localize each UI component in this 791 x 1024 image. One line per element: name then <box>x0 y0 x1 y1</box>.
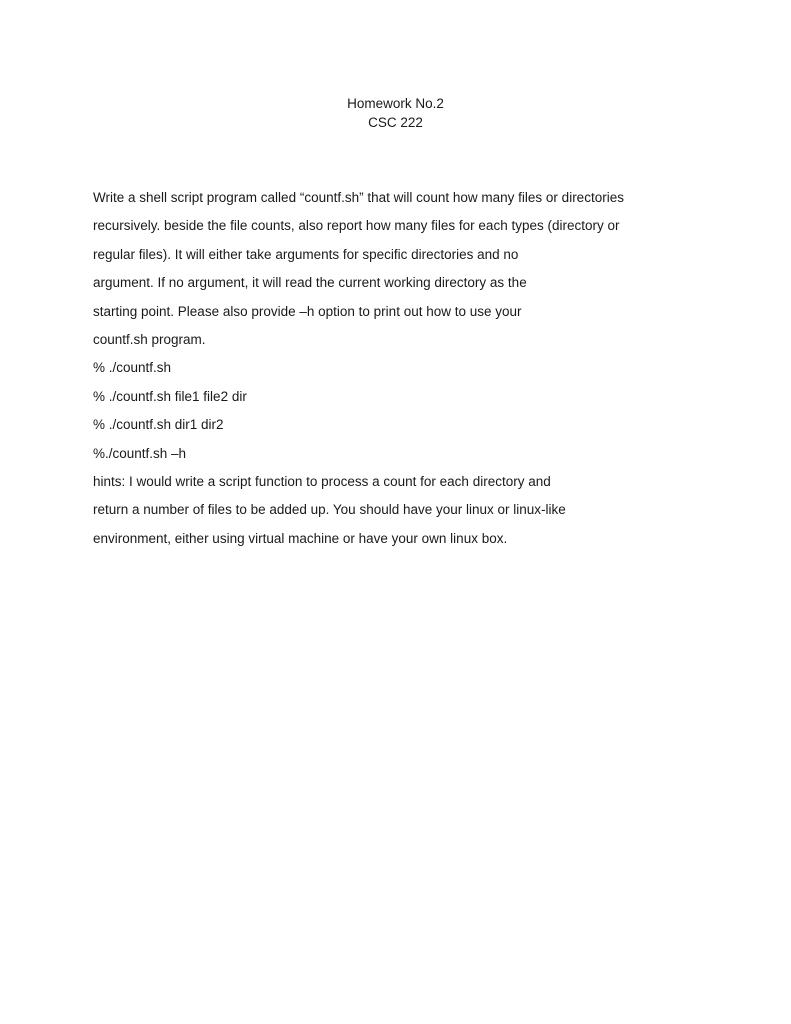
hint-line: return a number of files to be added up. You should have your linux or linux-like <box>93 502 566 518</box>
homework-title: Homework No.2 <box>347 96 444 111</box>
body-line: starting point. Please also provide –h option to print out how to use your <box>93 303 522 319</box>
command-example: % ./countf.sh file1 file2 dir <box>93 388 247 404</box>
hint-line: hints: I would write a script function to process a count for each directory and <box>93 473 551 489</box>
course-code: CSC 222 <box>368 115 423 130</box>
command-example: % ./countf.sh dir1 dir2 <box>93 417 224 433</box>
body-line: recursively. beside the file counts, also report how many files for each types (directory or <box>93 218 620 234</box>
hint-line: environment, either using virtual machine or have your own linux box. <box>93 530 508 546</box>
body-line: countf.sh program. <box>93 331 206 347</box>
command-example: %./countf.sh –h <box>93 445 187 461</box>
body-line: Write a shell script program called “countf.sh” that will count how many files or directories <box>93 190 624 205</box>
command-example: % ./countf.sh <box>93 360 172 376</box>
body-line: argument. If no argument, it will read the current working directory as the <box>93 275 527 291</box>
body-line: regular files). It will either take arguments for specific directories and no <box>93 246 519 262</box>
document-header <box>0 94 791 132</box>
assignment-body <box>93 187 713 556</box>
